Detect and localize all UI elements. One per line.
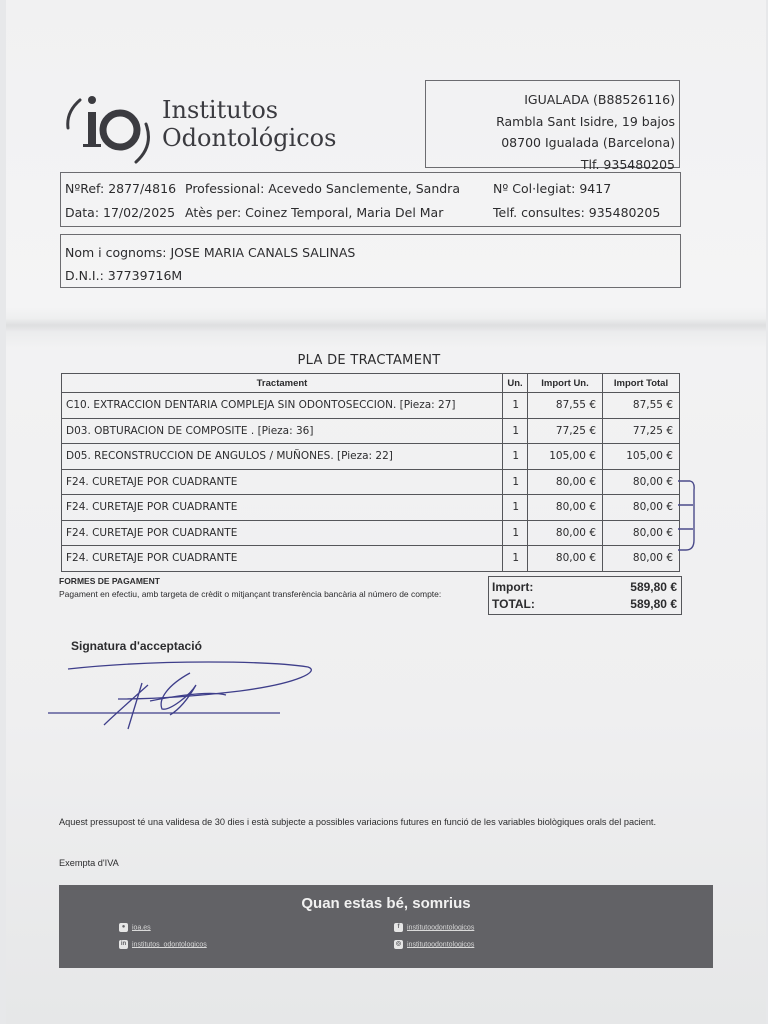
footer-slogan: Quan estas bé, somrius xyxy=(301,895,471,912)
table-row xyxy=(62,546,680,572)
attended-by: Atès per: Coinez Temporal, Maria Del Mar xyxy=(185,205,444,220)
footer-instagram-link[interactable] xyxy=(394,940,474,949)
clinic-address-box xyxy=(425,80,680,172)
facebook-icon: f xyxy=(394,923,403,932)
total-cell: 80,00 € xyxy=(603,469,680,495)
facebook-link-text: institutoodontologicos xyxy=(407,924,475,932)
table-row xyxy=(62,495,680,521)
clinic-address-2: 08700 Igualada (Barcelona) xyxy=(501,135,675,150)
patient-dni: D.N.I.: 37739716M xyxy=(65,268,183,283)
document-date: Data: 17/02/2025 xyxy=(65,205,176,220)
payment-text: Pagament en efectiu, amb targeta de crèdit o mitjançant transferència bancària al número de compte: xyxy=(59,589,442,599)
unit-price-cell: 77,25 € xyxy=(528,418,603,444)
reference-number: NºRef: 2877/4816 xyxy=(65,181,177,196)
handwritten-bracket-mark xyxy=(676,478,700,552)
treatment-cell: F24. CURETAJE POR CUADRANTE xyxy=(62,546,503,572)
total-row xyxy=(492,597,677,611)
import-label: Import: xyxy=(492,580,534,594)
treatment-cell: F24. CURETAJE POR CUADRANTE xyxy=(62,520,503,546)
consult-phone: Telf. consultes: 935480205 xyxy=(493,205,661,220)
clinic-address-1: Rambla Sant Isidre, 19 bajos xyxy=(496,113,675,129)
clinic-phone: Tlf. 935480205 xyxy=(580,156,675,172)
instagram-icon: ◎ xyxy=(395,941,402,947)
footer-web-link[interactable] xyxy=(119,923,151,932)
totals-box xyxy=(488,576,682,615)
import-value: 589,80 € xyxy=(630,580,677,594)
footer-banner xyxy=(59,885,713,968)
table-row xyxy=(62,393,680,419)
patient-name: Nom i cognoms: JOSE MARIA CANALS SALINAS xyxy=(65,245,356,260)
units-cell: 1 xyxy=(503,495,528,521)
total-value: 589,80 € xyxy=(630,597,677,611)
treatment-cell: D05. RECONSTRUCCION DE ANGULOS / MUÑONES. [Pieza: 22] xyxy=(62,444,503,470)
total-cell: 87,55 € xyxy=(603,393,680,419)
header-treatment: Tractament xyxy=(62,374,503,393)
table-row xyxy=(62,469,680,495)
import-row xyxy=(492,580,677,594)
table-row xyxy=(62,444,680,470)
brand-line-1: Institutos xyxy=(162,96,279,124)
unit-price-cell: 80,00 € xyxy=(528,469,603,495)
validity-note: Aquest pressupost té una validesa de 30 dies i està subjecte a possibles variacions futures en funció de les variables biològiques orals del pacient. xyxy=(59,817,657,827)
total-cell: 80,00 € xyxy=(603,546,680,572)
unit-price-cell: 80,00 € xyxy=(528,495,603,521)
collegiate-number: Nº Col·legiat: 9417 xyxy=(493,181,612,196)
linkedin-icon: in xyxy=(120,941,127,947)
header-units: Un. xyxy=(503,374,528,393)
units-cell: 1 xyxy=(503,469,528,495)
patient-box xyxy=(60,234,681,288)
header-total: Import Total xyxy=(603,374,680,393)
treatment-cell: C10. EXTRACCION DENTARIA COMPLEJA SIN ODONTOSECCION. [Pieza: 27] xyxy=(62,393,503,419)
footer-facebook-link[interactable] xyxy=(394,923,474,932)
reference-box xyxy=(60,172,681,227)
treatment-cell: D03. OBTURACION DE COMPOSITE . [Pieza: 36] xyxy=(62,418,503,444)
total-label: TOTAL: xyxy=(492,597,535,611)
linkedin-link-text: institutos_odontologicos xyxy=(132,941,207,949)
footer-linkedin-link[interactable] xyxy=(119,940,207,949)
signature-title: Signatura d'acceptació xyxy=(71,639,202,653)
plan-title: PLA DE TRACTAMENT xyxy=(297,353,441,368)
total-cell: 105,00 € xyxy=(603,444,680,470)
units-cell: 1 xyxy=(503,444,528,470)
clinic-brand-name xyxy=(162,96,336,152)
globe-icon: ● xyxy=(119,923,128,932)
table-row xyxy=(62,520,680,546)
payment-title: FORMES DE PAGAMENT xyxy=(59,576,160,586)
unit-price-cell: 80,00 € xyxy=(528,520,603,546)
total-cell: 80,00 € xyxy=(603,520,680,546)
units-cell: 1 xyxy=(503,418,528,444)
clinic-logo-icon xyxy=(58,80,168,170)
brand-line-2: Odontológicos xyxy=(162,124,337,152)
header-unit-price: Import Un. xyxy=(528,374,603,393)
treatment-cell: F24. CURETAJE POR CUADRANTE xyxy=(62,495,503,521)
unit-price-cell: 87,55 € xyxy=(528,393,603,419)
treatment-cell: F24. CURETAJE POR CUADRANTE xyxy=(62,469,503,495)
instagram-link-text: institutoodontologicos xyxy=(407,941,475,949)
total-cell: 77,25 € xyxy=(603,418,680,444)
units-cell: 1 xyxy=(503,546,528,572)
handwritten-signature xyxy=(40,655,320,735)
treatment-table xyxy=(61,373,680,572)
iva-note: Exempta d'IVA xyxy=(59,858,119,868)
units-cell: 1 xyxy=(503,520,528,546)
unit-price-cell: 105,00 € xyxy=(528,444,603,470)
table-row xyxy=(62,418,680,444)
clinic-name: IGUALADA (B88526116) xyxy=(524,92,675,107)
paper-fold xyxy=(6,318,766,332)
unit-price-cell: 80,00 € xyxy=(528,546,603,572)
professional: Professional: Acevedo Sanclemente, Sandra xyxy=(185,181,460,196)
units-cell: 1 xyxy=(503,393,528,419)
table-header-row xyxy=(62,374,680,393)
total-cell: 80,00 € xyxy=(603,495,680,521)
web-link-text: ioa.es xyxy=(132,924,151,932)
